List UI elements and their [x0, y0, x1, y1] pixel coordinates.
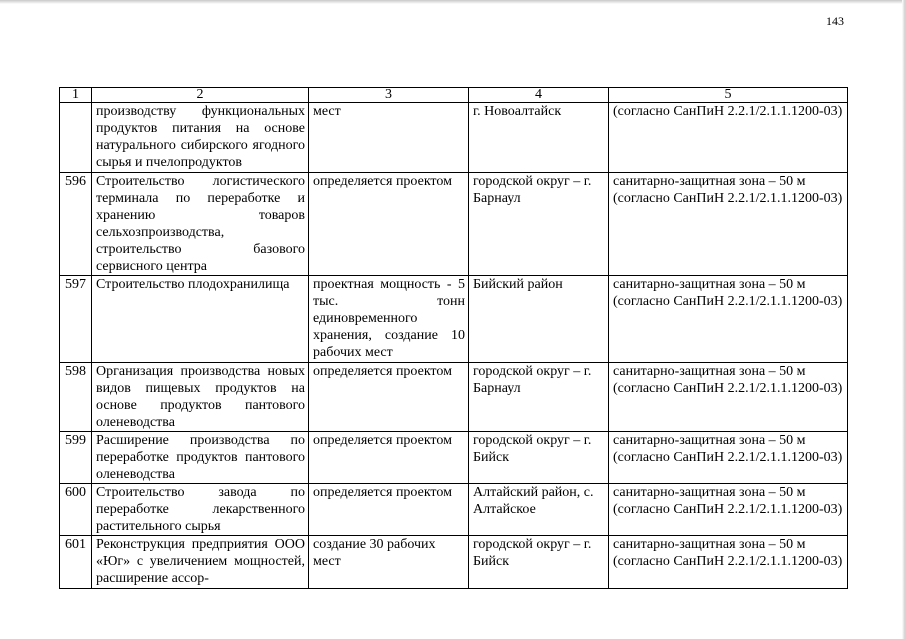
scan-top-edge [0, 0, 905, 4]
row-number: 598 [60, 363, 92, 432]
table-row [60, 103, 848, 173]
project-name: Строительство плодохранилища [92, 276, 309, 363]
sanitary-zone: санитарно-защитная зона – 50 м (согласно СанПиН 2.2.1/2.1.1.1200-03) [609, 276, 848, 363]
project-capacity: проектная мощность - 5 тыс. тонн единовременного хранения, создание 10 рабочих мест [309, 276, 469, 363]
row-number: 600 [60, 484, 92, 536]
sanitary-zone: санитарно-защитная зона – 50 м (согласно СанПиН 2.2.1/2.1.1.1200-03) [609, 363, 848, 432]
project-location: городской округ – г. Барнаул [469, 363, 609, 432]
table-row [60, 432, 848, 484]
sanitary-zone: санитарно-защитная зона – 50 м (согласно СанПиН 2.2.1/2.1.1.1200-03) [609, 484, 848, 536]
sanitary-zone: санитарно-защитная зона – 50 м (согласно СанПиН 2.2.1/2.1.1.1200-03) [609, 173, 848, 276]
project-location: городской округ – г. Бийск [469, 536, 609, 589]
sanitary-zone: санитарно-защитная зона – 50 м (согласно СанПиН 2.2.1/2.1.1.1200-03) [609, 536, 848, 589]
table-row [60, 536, 848, 589]
table-row [60, 484, 848, 536]
project-location: Алтайский район, с. Алтайское [469, 484, 609, 536]
page-number: 143 [826, 14, 844, 28]
column-header-2: 2 [92, 88, 309, 103]
project-location: городской округ – г. Бийск [469, 432, 609, 484]
project-name: Расширение производства по переработке продуктов пантового оленеводства [92, 432, 309, 484]
project-capacity: определяется проектом [309, 484, 469, 536]
project-name: производству функциональных продуктов питания на основе натурального сибирского ягодного сырья и пчелопродуктов [92, 103, 309, 173]
table-row [60, 363, 848, 432]
column-header-5: 5 [609, 88, 848, 103]
project-location: городской округ – г. Барнаул [469, 173, 609, 276]
column-header-4: 4 [469, 88, 609, 103]
project-capacity: создание 30 рабочих мест [309, 536, 469, 589]
project-location: Бийский район [469, 276, 609, 363]
table-row [60, 173, 848, 276]
project-location: г. Новоалтайск [469, 103, 609, 173]
row-number [60, 103, 92, 173]
project-name: Организация производства новых видов пищевых продуктов на основе продуктов пантового оленеводства [92, 363, 309, 432]
table-row [60, 276, 848, 363]
table-header-row [60, 88, 848, 103]
project-capacity: определяется проектом [309, 173, 469, 276]
project-capacity: мест [309, 103, 469, 173]
project-name: Строительство завода по переработке лекарственного растительного сырья [92, 484, 309, 536]
project-capacity: определяется проектом [309, 432, 469, 484]
row-number: 599 [60, 432, 92, 484]
project-name: Реконструкция предприятия ООО «Юг» с увеличением мощностей, расширение ассор- [92, 536, 309, 589]
row-number: 597 [60, 276, 92, 363]
sanitary-zone: (согласно СанПиН 2.2.1/2.1.1.1200-03) [609, 103, 848, 173]
sanitary-zone: санитарно-защитная зона – 50 м (согласно СанПиН 2.2.1/2.1.1.1200-03) [609, 432, 848, 484]
projects-table [59, 87, 848, 589]
column-header-3: 3 [309, 88, 469, 103]
column-header-1: 1 [60, 88, 92, 103]
project-capacity: определяется проектом [309, 363, 469, 432]
row-number: 601 [60, 536, 92, 589]
project-name: Строительство логистического терминала по переработке и хранению товаров сельхозпроизводства, строительство базового сервисного центра [92, 173, 309, 276]
row-number: 596 [60, 173, 92, 276]
